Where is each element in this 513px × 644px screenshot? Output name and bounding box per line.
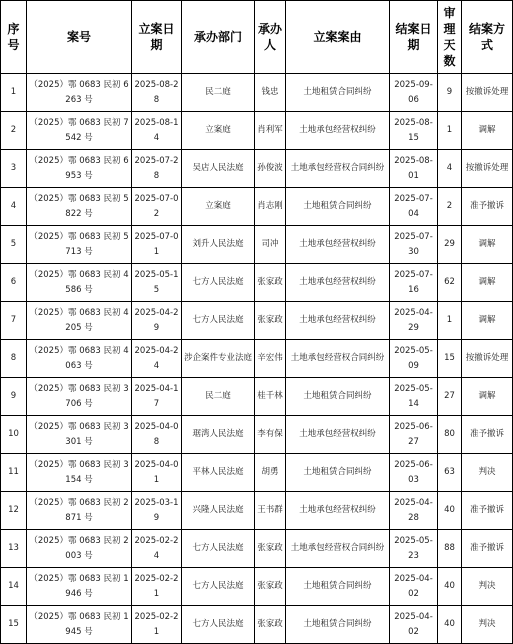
cell-no: 6 <box>1 264 27 302</box>
cell-filed-date: 2025-07-02 <box>132 188 182 226</box>
cell-days: 15 <box>438 340 462 378</box>
cell-cause: 土地承包经营权纠纷 <box>286 264 390 302</box>
header-method: 结案方式 <box>462 1 513 74</box>
cell-case-number: （2025）鄂 0683 民初 3706 号 <box>27 378 132 416</box>
cell-closed-date: 2025-06-27 <box>390 416 438 454</box>
cell-days: 40 <box>438 568 462 606</box>
cell-method: 准予撤诉 <box>462 416 513 454</box>
cell-cause: 土地承包经营权合同纠纷 <box>286 530 390 568</box>
cell-method: 按撤诉处理 <box>462 340 513 378</box>
cell-no: 7 <box>1 302 27 340</box>
cell-method: 准予撤诉 <box>462 530 513 568</box>
table-row <box>1 492 513 530</box>
cell-filed-date: 2025-04-08 <box>132 416 182 454</box>
header-days: 审理天数 <box>438 1 462 74</box>
cell-closed-date: 2025-07-16 <box>390 264 438 302</box>
cell-no: 9 <box>1 378 27 416</box>
cell-method: 调解 <box>462 112 513 150</box>
cell-case-number: （2025）鄂 0683 民初 3154 号 <box>27 454 132 492</box>
cell-closed-date: 2025-05-23 <box>390 530 438 568</box>
cell-judge: 肖利军 <box>255 112 286 150</box>
table-row <box>1 340 513 378</box>
table-row <box>1 188 513 226</box>
cell-filed-date: 2025-05-15 <box>132 264 182 302</box>
cell-department: 琚湾人民法庭 <box>182 416 255 454</box>
cell-closed-date: 2025-09-06 <box>390 74 438 112</box>
cell-judge: 李有保 <box>255 416 286 454</box>
cell-filed-date: 2025-04-29 <box>132 302 182 340</box>
cell-no: 1 <box>1 74 27 112</box>
header-case-number: 案号 <box>27 1 132 74</box>
cell-closed-date: 2025-05-09 <box>390 340 438 378</box>
cell-cause: 土地承包经营权合同纠纷 <box>286 150 390 188</box>
cell-filed-date: 2025-04-17 <box>132 378 182 416</box>
cell-filed-date: 2025-02-24 <box>132 530 182 568</box>
cell-cause: 土地承包经营权纠纷 <box>286 492 390 530</box>
cell-method: 调解 <box>462 264 513 302</box>
cell-case-number: （2025）鄂 0683 民初 4063 号 <box>27 340 132 378</box>
cell-department: 吴店人民法庭 <box>182 150 255 188</box>
cell-closed-date: 2025-04-29 <box>390 302 438 340</box>
cell-days: 29 <box>438 226 462 264</box>
cell-case-number: （2025）鄂 0683 民初 3301 号 <box>27 416 132 454</box>
cell-no: 8 <box>1 340 27 378</box>
cell-filed-date: 2025-02-21 <box>132 568 182 606</box>
cell-no: 5 <box>1 226 27 264</box>
cell-case-number: （2025）鄂 0683 民初 2871 号 <box>27 492 132 530</box>
cell-cause: 土地租赁合同纠纷 <box>286 378 390 416</box>
cell-department: 民二庭 <box>182 378 255 416</box>
header-department: 承办部门 <box>182 1 255 74</box>
cell-days: 80 <box>438 416 462 454</box>
table-row <box>1 74 513 112</box>
cell-judge: 张家政 <box>255 606 286 644</box>
cell-judge: 张家政 <box>255 302 286 340</box>
header-judge: 承办人 <box>255 1 286 74</box>
cell-judge: 张家政 <box>255 264 286 302</box>
table-row <box>1 112 513 150</box>
cell-method: 判决 <box>462 568 513 606</box>
table-row <box>1 302 513 340</box>
cell-closed-date: 2025-06-03 <box>390 454 438 492</box>
cell-case-number: （2025）鄂 0683 民初 4586 号 <box>27 264 132 302</box>
cell-judge: 钱忠 <box>255 74 286 112</box>
cell-days: 27 <box>438 378 462 416</box>
cell-filed-date: 2025-04-24 <box>132 340 182 378</box>
cell-filed-date: 2025-02-21 <box>132 606 182 644</box>
header-filed-date: 立案日期 <box>132 1 182 74</box>
cell-closed-date: 2025-08-01 <box>390 150 438 188</box>
cell-filed-date: 2025-07-28 <box>132 150 182 188</box>
cell-days: 62 <box>438 264 462 302</box>
cell-closed-date: 2025-07-30 <box>390 226 438 264</box>
cell-closed-date: 2025-08-15 <box>390 112 438 150</box>
cell-cause: 土地承包经营权纠纷 <box>286 226 390 264</box>
cell-judge: 张家政 <box>255 530 286 568</box>
table-row <box>1 606 513 644</box>
cell-method: 按撤诉处理 <box>462 74 513 112</box>
cell-closed-date: 2025-04-02 <box>390 606 438 644</box>
cell-no: 13 <box>1 530 27 568</box>
cell-case-number: （2025）鄂 0683 民初 6953 号 <box>27 150 132 188</box>
cell-department: 平林人民法庭 <box>182 454 255 492</box>
cell-case-number: （2025）鄂 0683 民初 7542 号 <box>27 112 132 150</box>
cell-method: 准予撤诉 <box>462 492 513 530</box>
table-row <box>1 150 513 188</box>
cell-no: 2 <box>1 112 27 150</box>
cell-department: 七方人民法庭 <box>182 530 255 568</box>
cell-filed-date: 2025-08-28 <box>132 74 182 112</box>
cell-department: 七方人民法庭 <box>182 568 255 606</box>
table-header-row <box>1 1 513 74</box>
cell-closed-date: 2025-04-02 <box>390 568 438 606</box>
cell-department: 兴隆人民法庭 <box>182 492 255 530</box>
cell-closed-date: 2025-07-04 <box>390 188 438 226</box>
table-row <box>1 530 513 568</box>
cell-department: 刘升人民法庭 <box>182 226 255 264</box>
cell-judge: 胡勇 <box>255 454 286 492</box>
cell-case-number: （2025）鄂 0683 民初 5713 号 <box>27 226 132 264</box>
cell-department: 涉企案件专业法庭 <box>182 340 255 378</box>
cell-days: 63 <box>438 454 462 492</box>
cell-filed-date: 2025-03-19 <box>132 492 182 530</box>
cell-case-number: （2025）鄂 0683 民初 1946 号 <box>27 568 132 606</box>
cell-case-number: （2025）鄂 0683 民初 2003 号 <box>27 530 132 568</box>
cell-judge: 桂千林 <box>255 378 286 416</box>
cell-method: 判决 <box>462 606 513 644</box>
cell-method: 调解 <box>462 378 513 416</box>
cell-judge: 王书群 <box>255 492 286 530</box>
cell-no: 15 <box>1 606 27 644</box>
cell-filed-date: 2025-07-01 <box>132 226 182 264</box>
cell-no: 14 <box>1 568 27 606</box>
cell-days: 9 <box>438 74 462 112</box>
cell-no: 10 <box>1 416 27 454</box>
cell-no: 3 <box>1 150 27 188</box>
cell-cause: 土地租赁合同纠纷 <box>286 454 390 492</box>
cell-judge: 张家政 <box>255 568 286 606</box>
table-row <box>1 226 513 264</box>
cell-department: 七方人民法庭 <box>182 606 255 644</box>
cell-cause: 土地租赁合同纠纷 <box>286 188 390 226</box>
table-row <box>1 264 513 302</box>
header-cause: 立案案由 <box>286 1 390 74</box>
cell-judge: 司冲 <box>255 226 286 264</box>
header-closed-date: 结案日期 <box>390 1 438 74</box>
cell-no: 4 <box>1 188 27 226</box>
cell-filed-date: 2025-04-01 <box>132 454 182 492</box>
cell-judge: 孙俊波 <box>255 150 286 188</box>
cell-method: 按撤诉处理 <box>462 150 513 188</box>
table-row <box>1 416 513 454</box>
cell-method: 调解 <box>462 302 513 340</box>
cell-closed-date: 2025-04-28 <box>390 492 438 530</box>
cell-days: 88 <box>438 530 462 568</box>
cell-cause: 土地承包经营权合同纠纷 <box>286 340 390 378</box>
cell-department: 民二庭 <box>182 74 255 112</box>
cell-judge: 肖志刚 <box>255 188 286 226</box>
cell-method: 调解 <box>462 226 513 264</box>
cell-case-number: （2025）鄂 0683 民初 1945 号 <box>27 606 132 644</box>
cell-days: 4 <box>438 150 462 188</box>
cell-days: 2 <box>438 188 462 226</box>
cell-closed-date: 2025-05-14 <box>390 378 438 416</box>
cell-cause: 土地承包经营权纠纷 <box>286 416 390 454</box>
cell-cause: 土地承包经营权纠纷 <box>286 112 390 150</box>
cell-department: 七方人民法庭 <box>182 264 255 302</box>
cell-department: 立案庭 <box>182 188 255 226</box>
cell-cause: 土地租赁合同纠纷 <box>286 568 390 606</box>
cell-judge: 辛宏伟 <box>255 340 286 378</box>
cell-method: 判决 <box>462 454 513 492</box>
cell-days: 40 <box>438 606 462 644</box>
cell-department: 立案庭 <box>182 112 255 150</box>
cell-case-number: （2025）鄂 0683 民初 4205 号 <box>27 302 132 340</box>
cell-method: 准予撤诉 <box>462 188 513 226</box>
cell-filed-date: 2025-08-14 <box>132 112 182 150</box>
cell-no: 12 <box>1 492 27 530</box>
cell-days: 1 <box>438 112 462 150</box>
cell-cause: 土地租赁合同纠纷 <box>286 74 390 112</box>
cell-no: 11 <box>1 454 27 492</box>
cell-days: 40 <box>438 492 462 530</box>
cell-cause: 土地承包经营权纠纷 <box>286 302 390 340</box>
cell-days: 1 <box>438 302 462 340</box>
table-row <box>1 568 513 606</box>
cell-case-number: （2025）鄂 0683 民初 6263 号 <box>27 74 132 112</box>
cell-cause: 土地租赁合同纠纷 <box>286 606 390 644</box>
table-row <box>1 378 513 416</box>
cell-department: 七方人民法庭 <box>182 302 255 340</box>
table-row <box>1 454 513 492</box>
cell-case-number: （2025）鄂 0683 民初 5822 号 <box>27 188 132 226</box>
header-no: 序号 <box>1 1 27 74</box>
